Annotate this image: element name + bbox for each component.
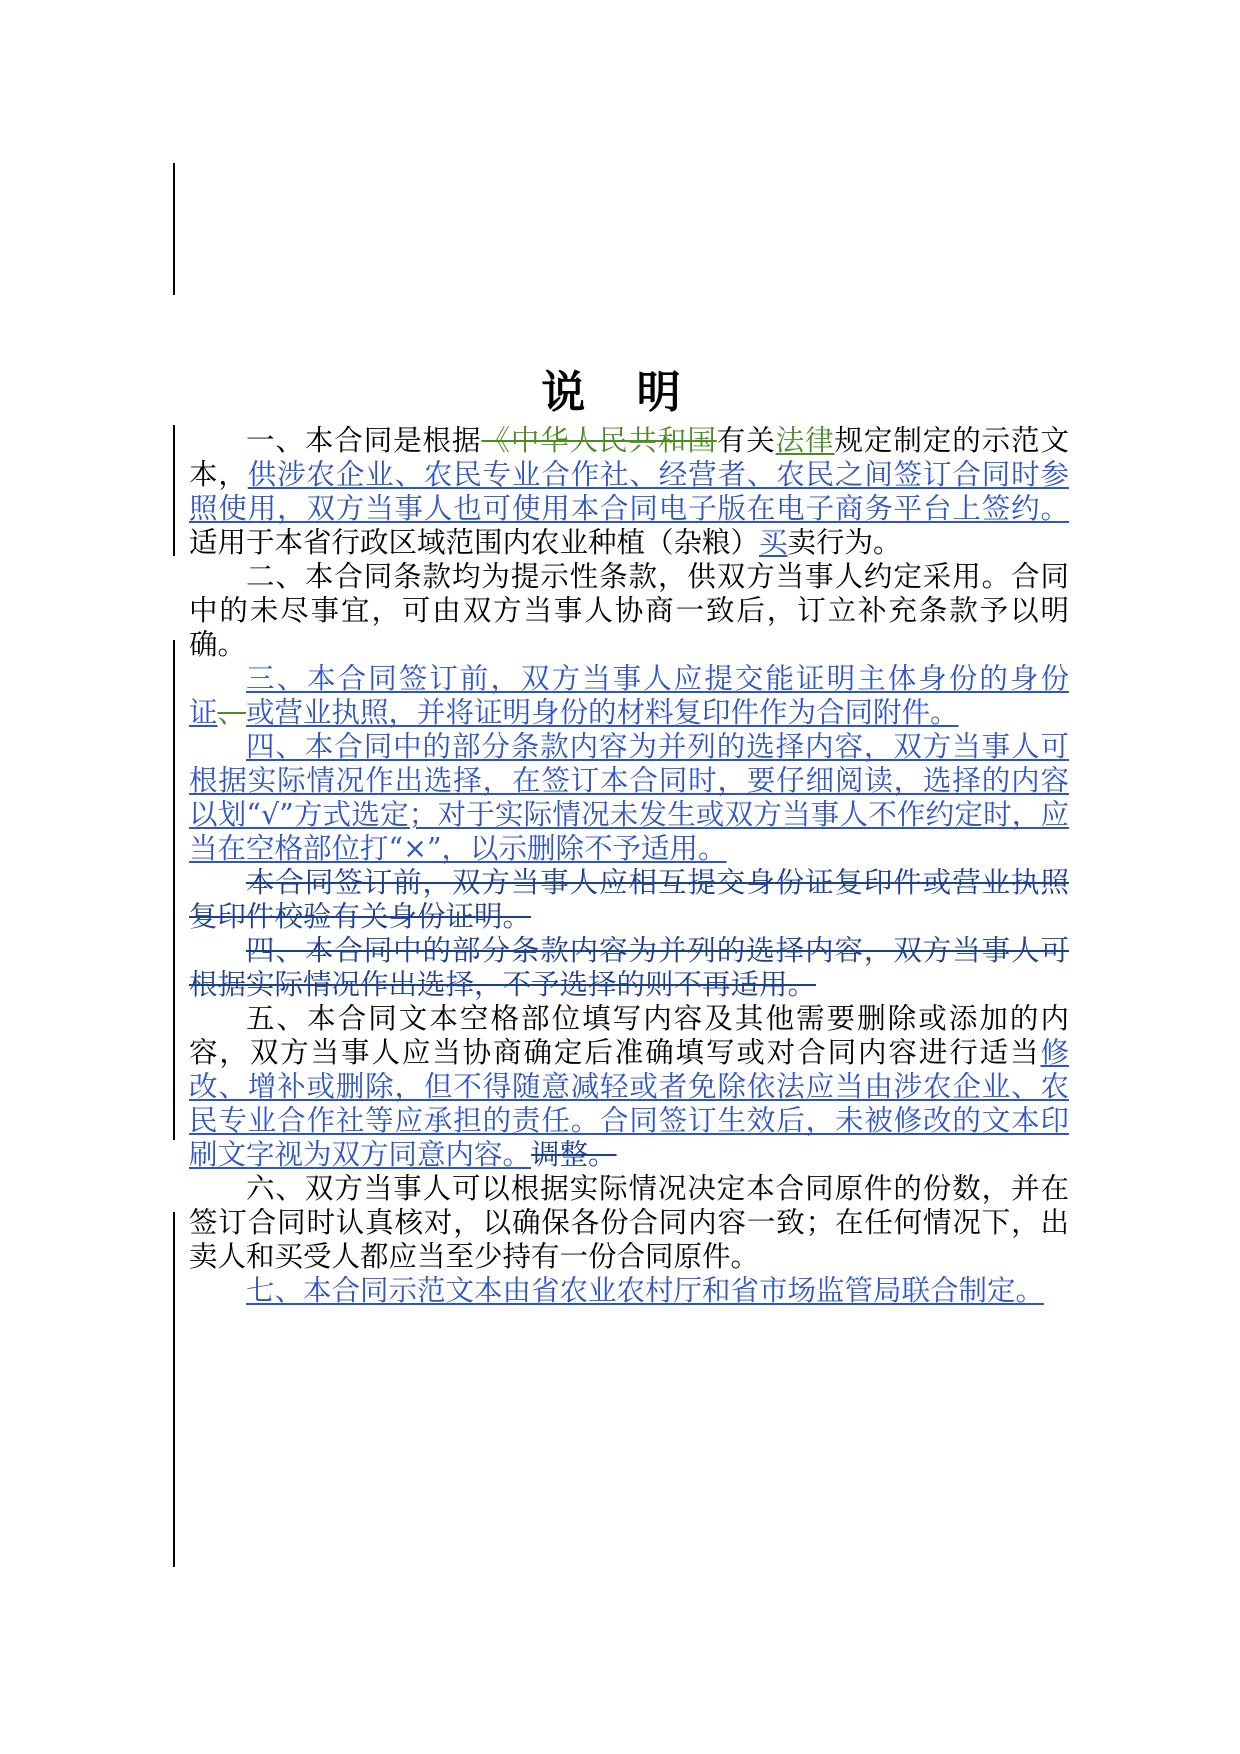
deleted-text: 本合同签订前，双方当事人应相互提交身份证复印件或营业执照复印件校验有关身份证明。 bbox=[189, 866, 1069, 933]
inserted-text: 修改、增补或删除，但不得随意减轻或者免除依法应当由涉农企业、农民专业合作社等应承担的责任。合同签订生效后，未被修改的文本印刷文字视为双方同意内容。 bbox=[189, 1036, 1069, 1171]
paragraph-6 bbox=[189, 934, 1069, 1002]
paragraph-5 bbox=[189, 866, 1069, 934]
text: 适用于本省行政区域范围内农业种植（杂粮） bbox=[189, 526, 760, 559]
text: 五、本合同文本空格部位填写内容及其他需要删除或添加的内容，双方当事人应当协商确定后准确填写或对合同内容进行适当 bbox=[189, 1002, 1069, 1069]
inserted-text: 本合同签订前，双方当事人应提交能证明主体身份的身份证 bbox=[189, 662, 1069, 729]
text: 规定制定的示范文本， bbox=[189, 424, 1069, 491]
paragraph-9 bbox=[189, 1274, 1069, 1308]
document-body bbox=[189, 424, 1069, 1308]
paragraph-8 bbox=[189, 1172, 1069, 1274]
paragraph-1 bbox=[189, 424, 1069, 560]
inserted-text: 七、本合同示范文本由省农业农村厅和省市场监管局联合制定。 bbox=[246, 1274, 1045, 1307]
text: 卖行为。 bbox=[787, 526, 902, 559]
change-bar bbox=[173, 1212, 175, 1567]
text: 六、双方当事人可以根据实际情况决定本合同原件的份数，并在签订合同时认真核对，以确保各份合同内容一致；在任何情况下，出卖人和买受人都应当至少持有一份合同原件。 bbox=[189, 1172, 1069, 1273]
deleted-text: 四、本合同中的部分条款内容为并列的选择内容，双方当事人可根据实际情况作出选择，不予选择的则不再适用。 bbox=[189, 934, 1069, 1001]
paragraph-3 bbox=[189, 662, 1069, 730]
inserted-text: 供涉农企业、农民专业合作社、经营者、农民之间签订合同时参照使用，双方当事人也可使用本合同电子版在电子商务平台上签约。 bbox=[189, 458, 1069, 525]
page-title: 说 明 bbox=[541, 367, 699, 418]
change-bar bbox=[173, 163, 175, 295]
paragraph-2 bbox=[189, 560, 1069, 662]
text: 二、本合同条款均为提示性条款，供双方当事人约定采用。合同中的未尽事宜，可由双方当事人协商一致后，订立补充条款予以明确。 bbox=[189, 560, 1069, 661]
inserted-text: 法律 bbox=[775, 424, 835, 457]
paragraph-4 bbox=[189, 730, 1069, 866]
inserted-text: 买 bbox=[759, 526, 788, 559]
inserted-text: 四、本合同中的部分条款内容为并列的选择内容，双方当事人可根据实际情况作出选择，在签订本合同时，要仔细阅读，选择的内容以划“√”方式选定；对于实际情况未发生或双方当事人不作约定时，应当在空格部位打“×”，以示删除不予适用。 bbox=[189, 730, 1069, 865]
paragraph-7 bbox=[189, 1002, 1069, 1172]
change-bar bbox=[173, 640, 175, 1140]
text: 一、本合同是根据 bbox=[246, 424, 482, 457]
text: 有关 bbox=[716, 424, 776, 457]
deleted-text: 《中华人民共和国 bbox=[481, 424, 717, 457]
deleted-text: 调整。 bbox=[531, 1138, 617, 1171]
inserted-text: 三、 bbox=[246, 662, 308, 695]
change-bar bbox=[173, 425, 175, 556]
deleted-text: 、 bbox=[217, 696, 247, 729]
inserted-text: 或营业执照，并将证明身份的材料复印件作为合同附件。 bbox=[246, 696, 959, 729]
